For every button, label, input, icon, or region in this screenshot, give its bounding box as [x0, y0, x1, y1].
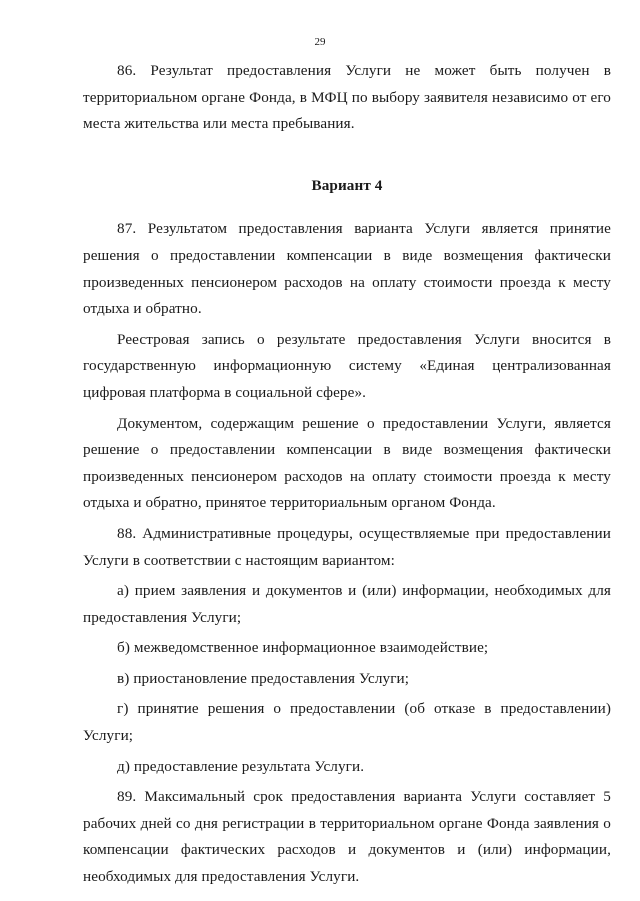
document-body — [83, 58, 611, 891]
section-heading-variant-4: Вариант 4 — [311, 176, 383, 194]
paragraph-87-document: Документом, содержащим решение о предоставлении Услуги, является решение о предоставлении компенсации в виде возмещения фактически произведенных пенсионером расходов на оплату стоимости проезда к месту отдыха и обратно, принятое территориальным органом Фонда. — [83, 414, 611, 512]
page-number: 29 — [314, 36, 326, 48]
list-item-88-e: д) предоставление результата Услуги. — [117, 757, 365, 775]
list-item-88-a: а) прием заявления и документов и (или) информации, необходимых для предоставления Услуги; — [83, 582, 611, 626]
paragraph-89: 89. Максимальный срок предоставления варианта Услуги составляет 5 рабочих дней со дня регистрации в территориальном органе Фонда заявления о компенсации фактических расходов и документов и (или) информации, необходимых для предоставления Услуги. — [83, 788, 611, 886]
paragraph-87: 87. Результатом предоставления варианта Услуги является принятие решения о предоставлении компенсации в виде возмещения фактически произведенных пенсионером расходов на оплату стоимости проезда к месту отдыха и обратно. — [83, 220, 611, 318]
paragraph-88: 88. Административные процедуры, осуществляемые при предоставлении Услуги в соответствии с настоящим вариантом: — [83, 524, 611, 569]
paragraph-87-registry: Реестровая запись о результате предоставления Услуги вносится в государственную информационную систему «Единая централизованная цифровая платформа в социальной сфере». — [83, 330, 611, 401]
list-item-88-d: г) принятие решения о предоставлении (об отказе в предоставлении) Услуги; — [83, 700, 611, 745]
list-item-88-b: б) межведомственное информационное взаимодействие; — [117, 639, 489, 657]
list-item-88-c: в) приостановление предоставления Услуги; — [117, 669, 410, 687]
paragraph-86: 86. Результат предоставления Услуги не может быть получен в территориальном органе Фонда, в МФЦ по выбору заявителя независимо от его места жительства или места пребывания. — [83, 62, 611, 133]
